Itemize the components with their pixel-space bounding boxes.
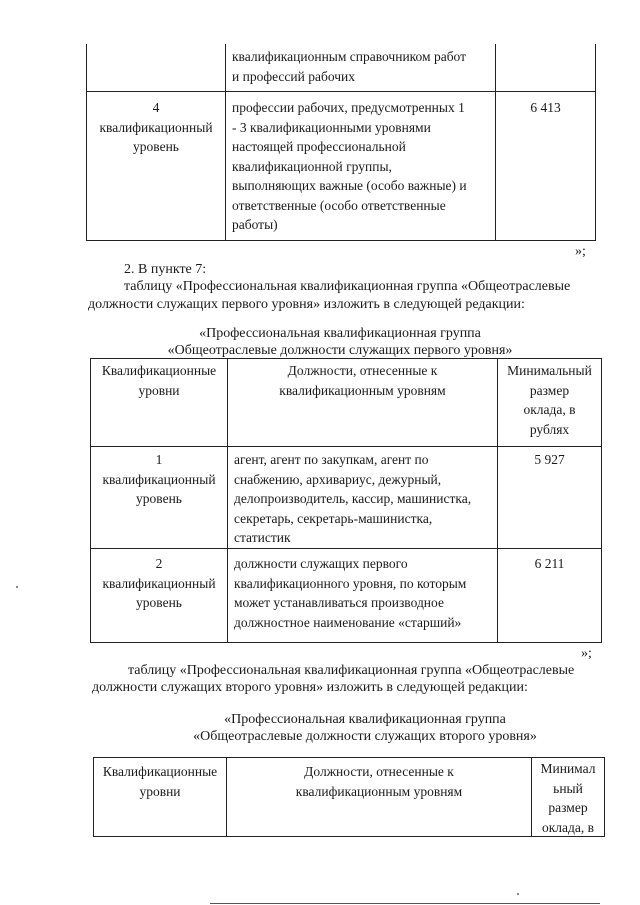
table-row-level: 2 квалификационный уровень — [102, 556, 216, 610]
table-row-continuation-position: квалификационным справочником работ и профессий рабочих — [232, 49, 467, 84]
paragraph-line: должности служащих первого уровня» изложить в следующей редакции: — [88, 297, 525, 312]
table-title-line: «Общеотраслевые должности служащих первого уровня» — [167, 343, 513, 358]
table-row-positions: должности служащих первого квалификационного уровня, по которым может устанавливаться производное должностное наименование «старший» — [234, 556, 467, 630]
table-row-salary: 6 211 — [534, 556, 565, 571]
column-header-level: Квалификационные уровни — [102, 764, 218, 799]
column-header-positions: Должности, отнесенные к квалификационным уровням — [295, 764, 463, 799]
item-number: 2. В пункте 7: — [124, 262, 207, 277]
table-title-line: «Профессиональная квалификационная группа — [224, 712, 506, 727]
table-row-salary: 5 927 — [534, 452, 565, 467]
table-row-positions: профессии рабочих, предусмотренных 1 - 3 квалификационными уровнями настоящей профессиональной квалификационной группы, выполняющих важные (особо важные) и ответственные (особо ответственные работы) — [232, 100, 467, 232]
scan-speck — [517, 893, 519, 895]
table-closing-quote: »; — [581, 646, 592, 661]
column-header-salary: Минимальный размер оклада, в рублях — [507, 363, 592, 437]
paragraph-line: таблицу «Профессиональная квалификационная группа «Общеотраслевые — [128, 663, 575, 678]
table-title-line: «Профессиональная квалификационная группа — [199, 326, 481, 341]
table-row-salary: 6 413 — [530, 100, 561, 115]
table-title-line: «Общеотраслевые должности служащих второго уровня» — [193, 729, 537, 744]
scan-speck — [16, 586, 18, 588]
paragraph-line: должности служащих второго уровня» изложить в следующей редакции: — [92, 680, 528, 695]
column-header-salary: Минимал ьный размер оклада, в — [540, 761, 596, 835]
scan-edge-line — [210, 903, 600, 904]
table-closing-quote: »; — [575, 244, 586, 259]
paragraph-line: таблицу «Профессиональная квалификационная группа «Общеотраслевые — [124, 279, 571, 294]
table-row-positions: агент, агент по закупкам, агент по снабжению, архивариус, дежурный, делопроизводитель, кассир, машинистка, секретарь, секретарь-машинистка, статистик — [234, 452, 472, 545]
column-header-level: Квалификационные уровни — [101, 363, 217, 398]
table-row-level: 1 квалификационный уровень — [102, 452, 216, 506]
column-header-positions: Должности, отнесенные к квалификационным уровням — [279, 363, 446, 398]
table-row-level: 4 квалификационный уровень — [99, 100, 213, 154]
